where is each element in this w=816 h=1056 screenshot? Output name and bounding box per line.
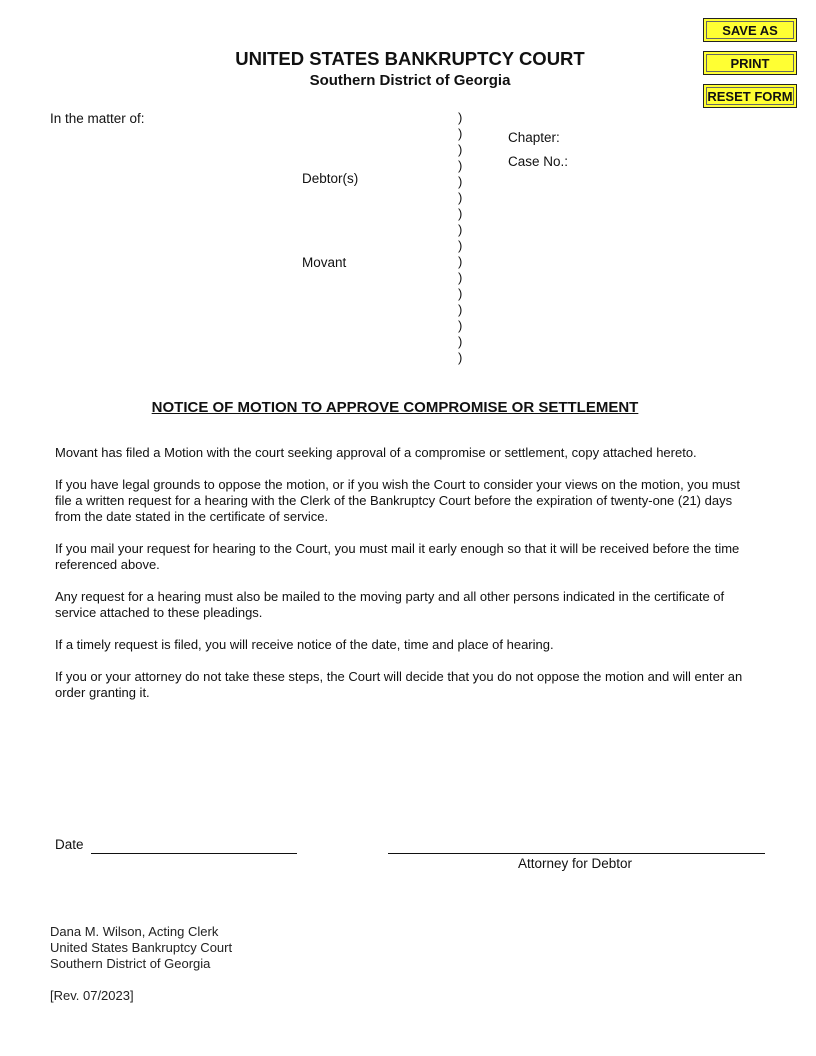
attorney-signature-line: [388, 853, 765, 854]
caption-paren: ): [458, 222, 463, 237]
revision-label: [Rev. 07/2023]: [50, 988, 134, 1003]
caption-paren: ): [458, 110, 463, 125]
clerk-district: Southern District of Georgia: [50, 956, 211, 971]
caption-paren: ): [458, 126, 463, 141]
clerk-name: Dana M. Wilson, Acting Clerk: [50, 924, 219, 939]
caption-paren: ): [458, 174, 463, 189]
caption-paren: ): [458, 190, 463, 205]
movant-label: Movant: [302, 255, 347, 270]
print-button[interactable]: PRINT: [703, 51, 797, 75]
in-matter-of-label: In the matter of:: [50, 111, 145, 126]
caption-paren: ): [458, 206, 463, 221]
notice-paragraph: Movant has filed a Motion with the court seeking approval of a compromise or settlement, copy attached hereto.: [55, 445, 697, 460]
reset-form-button[interactable]: RESET FORM: [703, 84, 797, 108]
save-as-button[interactable]: SAVE AS: [703, 18, 797, 42]
caption-paren: ): [458, 238, 463, 253]
case-number-label: Case No.:: [508, 154, 569, 169]
caption-parentheses: [458, 110, 462, 366]
caption-paren: ): [458, 254, 463, 269]
notice-body: [55, 445, 760, 717]
court-title: UNITED STATES BANKRUPTCY COURT: [235, 48, 585, 69]
chapter-label: Chapter:: [508, 130, 560, 145]
caption-paren: ): [458, 270, 463, 285]
caption-paren: ): [458, 302, 463, 317]
date-signature-line: [91, 853, 297, 854]
court-district: Southern District of Georgia: [309, 72, 511, 89]
date-label: Date: [55, 837, 84, 852]
clerk-block: [50, 924, 232, 972]
caption-paren: ): [458, 318, 463, 333]
notice-paragraph: If you mail your request for hearing to the Court, you must mail it early enough so that it will be received before the time referenced above.: [55, 541, 740, 572]
notice-title: NOTICE OF MOTION TO APPROVE COMPROMISE OR SETTLEMENT: [151, 399, 639, 416]
notice-paragraph: If you have legal grounds to oppose the motion, or if you wish the Court to consider your views on the motion, you must file a written request for a hearing with the Clerk of the Bankruptcy Court before the expiration of twenty-one (21) days from the date stated in the certificate of service.: [55, 477, 741, 524]
caption-paren: ): [458, 142, 463, 157]
notice-paragraph: If a timely request is filed, you will receive notice of the date, time and place of hearing.: [55, 637, 554, 652]
caption-paren: ): [458, 286, 463, 301]
caption-paren: ): [458, 350, 463, 365]
caption-paren: ): [458, 158, 463, 173]
clerk-court: United States Bankruptcy Court: [50, 940, 233, 955]
notice-paragraph: Any request for a hearing must also be mailed to the moving party and all other persons indicated in the certificate of service attached to these pleadings.: [55, 589, 725, 620]
debtors-label: Debtor(s): [302, 171, 359, 186]
caption-paren: ): [458, 334, 463, 349]
attorney-for-debtor-label: Attorney for Debtor: [518, 856, 633, 871]
notice-paragraph: If you or your attorney do not take these steps, the Court will decide that you do not oppose the motion and will enter an order granting it.: [55, 669, 743, 700]
